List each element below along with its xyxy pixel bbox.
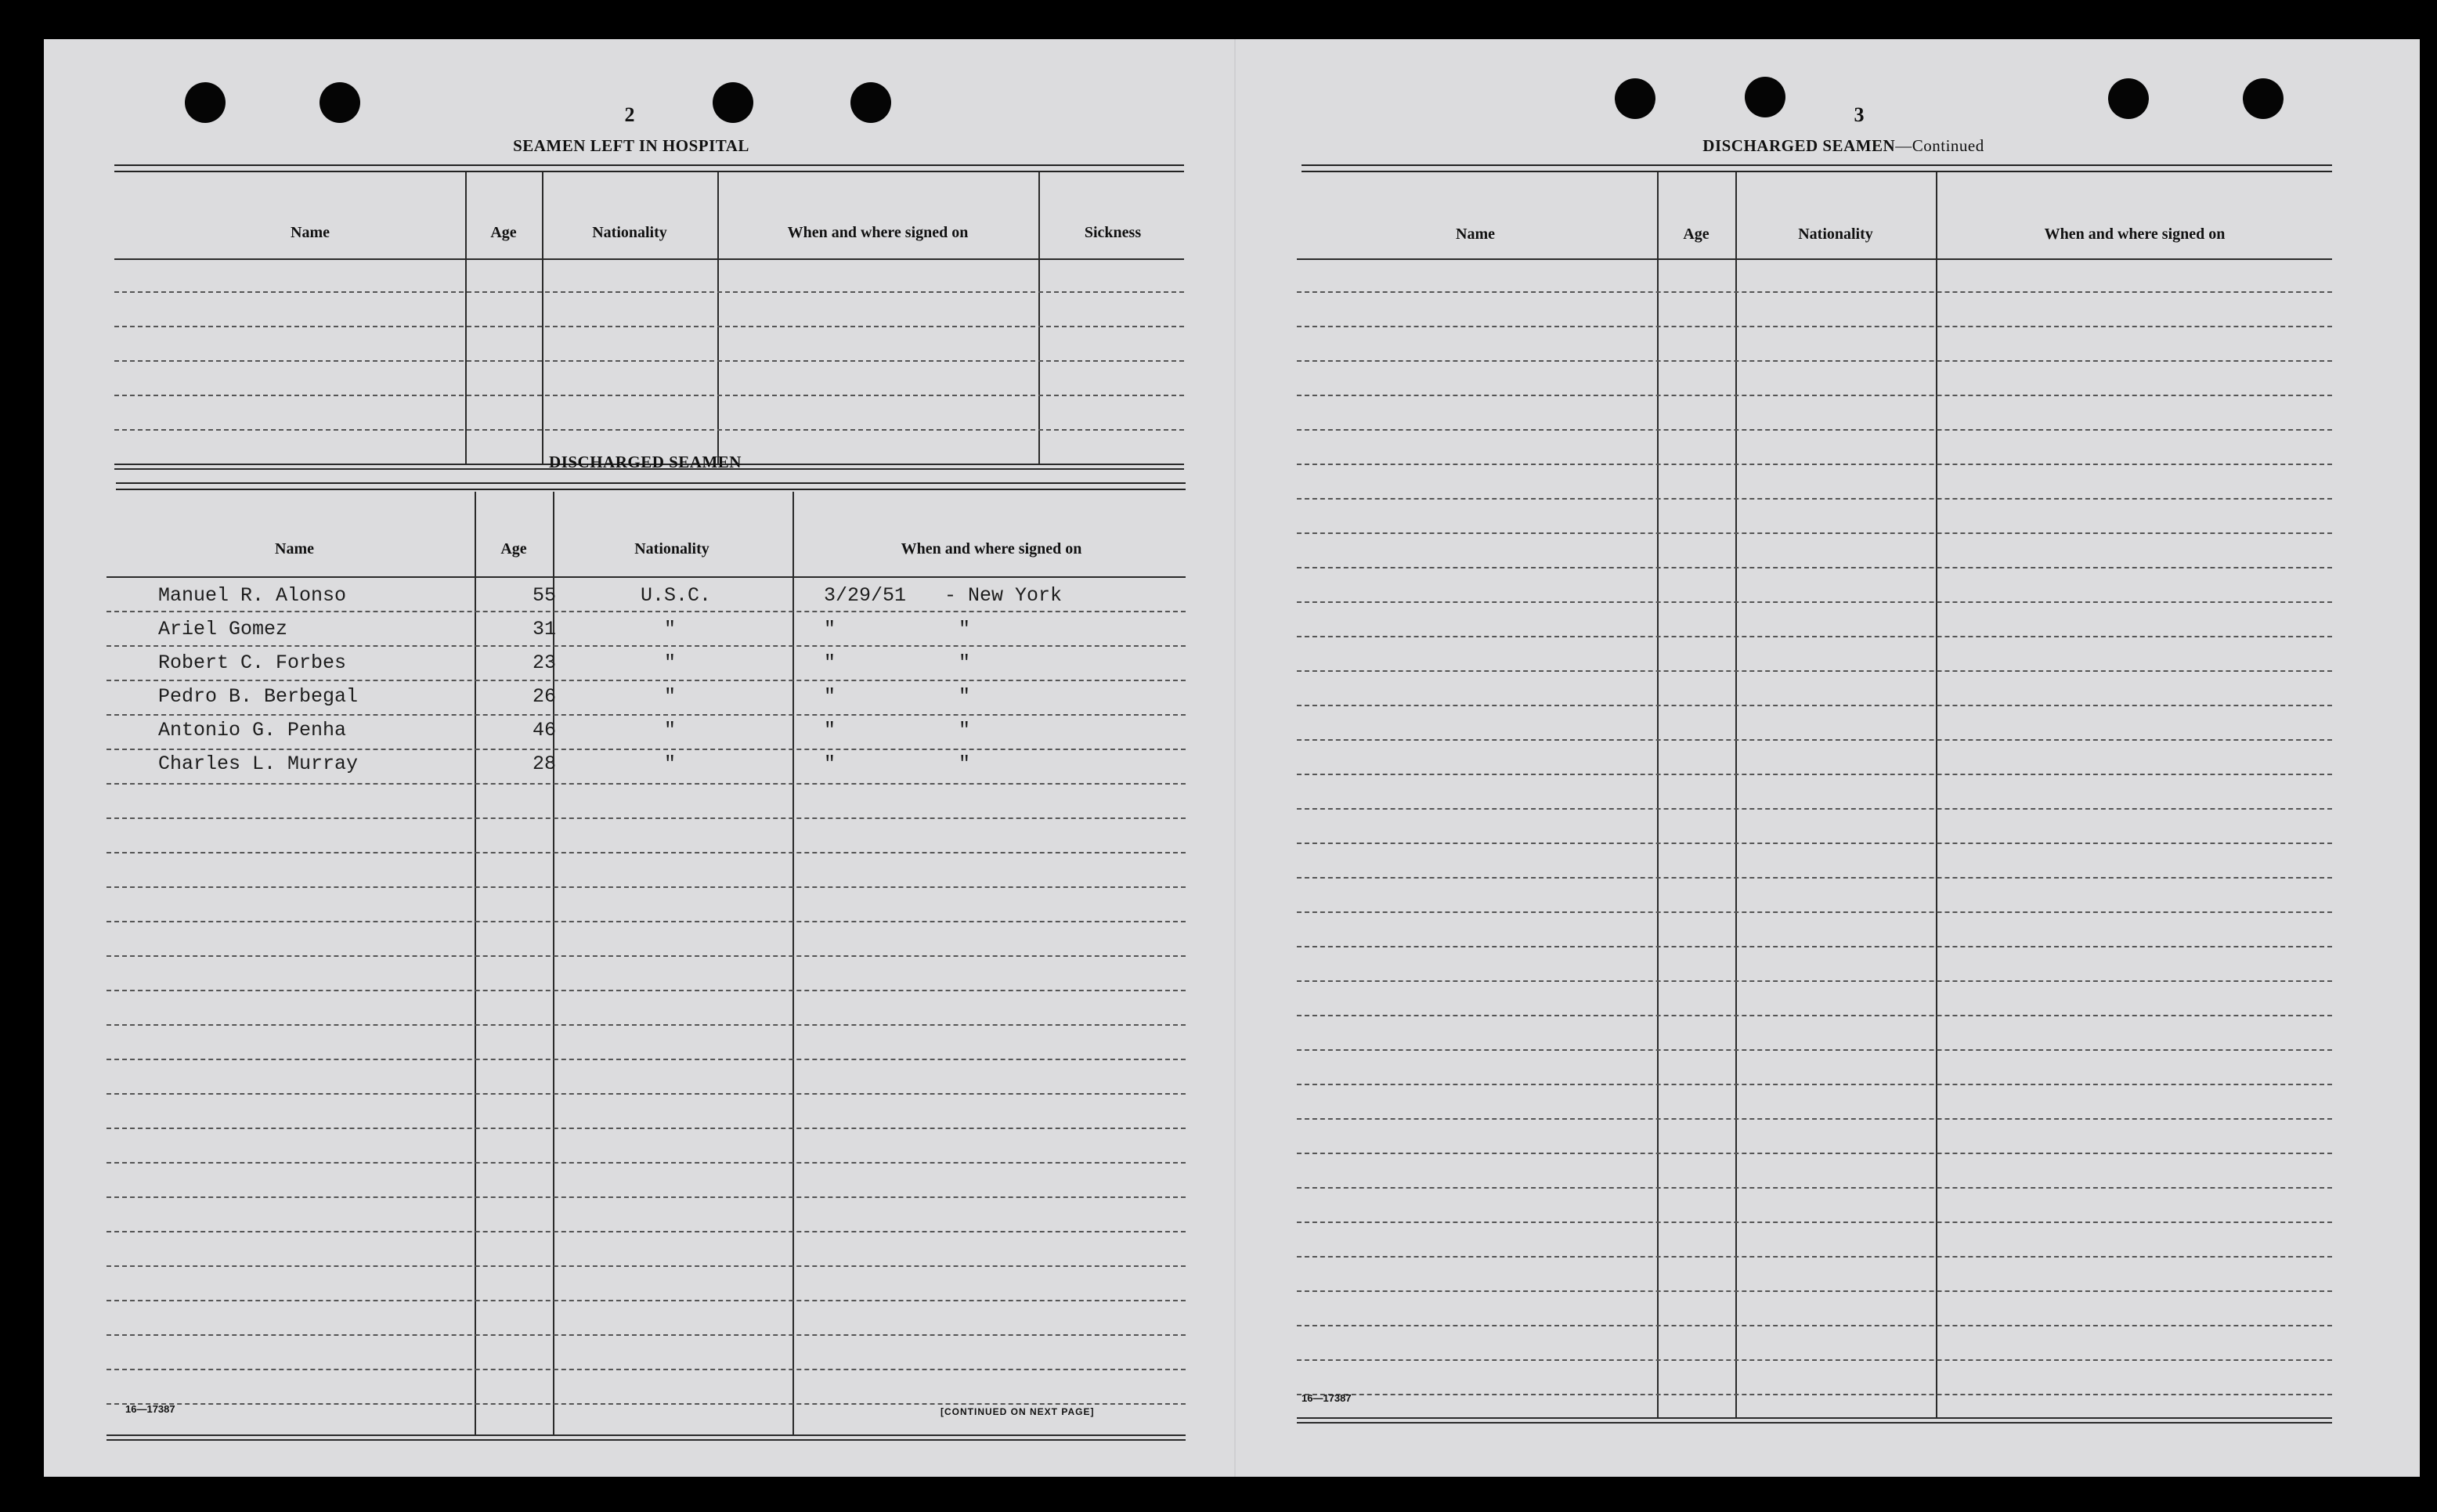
- seaman-age: 31: [533, 618, 557, 641]
- discharged-table: [107, 492, 1186, 1408]
- row-rule: [107, 817, 1186, 819]
- row-rule: [1297, 291, 2332, 293]
- row-rule: [107, 1024, 1186, 1026]
- row-rule: [1297, 774, 2332, 775]
- row-rule: [107, 1369, 1186, 1370]
- row-rule: [1297, 1153, 2332, 1154]
- column-header: Nationality: [634, 540, 709, 558]
- row-rule: [1297, 980, 2332, 982]
- row-rule: [1297, 636, 2332, 637]
- seaman-name: Antonio G. Penha: [158, 719, 347, 742]
- row-rule: [107, 1093, 1186, 1095]
- row-rule: [1297, 498, 2332, 500]
- row-rule: [1297, 1222, 2332, 1223]
- seaman-age: 55: [533, 584, 557, 607]
- column-header: Nationality: [592, 224, 667, 241]
- row-rule: [107, 1231, 1186, 1232]
- row-rule: [1297, 1325, 2332, 1326]
- row-rule: [1297, 705, 2332, 706]
- column-header: Age: [500, 540, 527, 558]
- discharged-continued-table: [1297, 172, 2332, 1425]
- page-number: 2: [624, 103, 635, 126]
- row-rule: [1297, 429, 2332, 431]
- row-rule: [107, 1162, 1186, 1164]
- column-divider: [465, 172, 467, 464]
- punch-hole: [185, 82, 226, 123]
- continued-note: [CONTINUED ON NEXT PAGE]: [941, 1406, 1095, 1417]
- seaman-name: Pedro B. Berbegal: [158, 685, 359, 708]
- column-divider: [1657, 172, 1659, 1417]
- row-rule: [107, 990, 1186, 991]
- row-rule: [107, 852, 1186, 853]
- seaman-nationality: ": [664, 685, 677, 708]
- row-rule: [1297, 1290, 2332, 1292]
- column-header: Name: [1456, 226, 1495, 243]
- seaman-nationality: ": [664, 651, 677, 674]
- signed-on-place: ": [959, 651, 971, 674]
- form-code: 16—17387: [1302, 1392, 1352, 1404]
- row-rule: [1297, 843, 2332, 844]
- section-title-text: DISCHARGED SEAMEN: [1702, 136, 1896, 155]
- punch-hole: [1745, 77, 1785, 117]
- signed-on-place: New York: [968, 584, 1063, 607]
- column-divider: [1735, 172, 1737, 1417]
- row-rule: [107, 645, 1186, 647]
- row-rule: [107, 714, 1186, 716]
- row-rule: [107, 1128, 1186, 1129]
- column-divider: [1936, 172, 1937, 1417]
- row-rule: [1297, 1015, 2332, 1016]
- punch-hole: [2243, 78, 2284, 119]
- row-rule: [107, 680, 1186, 681]
- row-rule: [107, 886, 1186, 888]
- right-top-rule: [1302, 164, 2332, 172]
- column-header: Name: [291, 224, 330, 241]
- seaman-age: 46: [533, 719, 557, 742]
- signed-on-separator: -: [944, 584, 957, 607]
- signed-on-date: ": [824, 752, 836, 775]
- row-rule: [114, 326, 1184, 327]
- row-rule: [114, 395, 1184, 396]
- hospital-top-rule: [114, 164, 1184, 172]
- row-rule: [107, 955, 1186, 957]
- hospital-section-title: SEAMEN LEFT IN HOSPITAL: [513, 136, 749, 155]
- signed-on-date: ": [824, 685, 836, 708]
- discharged-continued-title: [1702, 136, 1984, 156]
- punch-hole: [850, 82, 891, 123]
- row-rule: [114, 360, 1184, 362]
- header-rule: [114, 258, 1184, 260]
- section-title-suffix: —Continued: [1895, 136, 1984, 155]
- hospital-table: [114, 172, 1184, 470]
- row-rule: [1297, 808, 2332, 810]
- row-rule: [1297, 739, 2332, 741]
- column-header: Age: [1683, 226, 1710, 243]
- signed-on-place: ": [959, 752, 971, 775]
- column-header: When and where signed on: [901, 540, 1082, 558]
- punch-hole: [1615, 78, 1655, 119]
- punch-hole: [713, 82, 753, 123]
- row-rule: [107, 1196, 1186, 1198]
- bottom-rule: [107, 1439, 1186, 1441]
- signed-on-place: ": [959, 685, 971, 708]
- row-rule: [107, 1334, 1186, 1336]
- page-number: 3: [1854, 103, 1865, 126]
- seaman-age: 28: [533, 752, 557, 775]
- punch-hole: [2108, 78, 2149, 119]
- column-header: When and where signed on: [2044, 226, 2226, 243]
- row-rule: [107, 611, 1186, 612]
- column-header: Nationality: [1798, 226, 1873, 243]
- signed-on-date: ": [824, 618, 836, 641]
- row-rule: [107, 783, 1186, 785]
- row-rule: [1297, 360, 2332, 362]
- row-rule: [114, 291, 1184, 293]
- row-rule: [107, 749, 1186, 750]
- row-rule: [1297, 1394, 2332, 1395]
- row-rule: [1297, 1256, 2332, 1258]
- seaman-name: Manuel R. Alonso: [158, 584, 347, 607]
- column-divider: [792, 492, 794, 1434]
- row-rule: [1297, 1049, 2332, 1051]
- row-rule: [1297, 1187, 2332, 1189]
- row-rule: [1297, 464, 2332, 465]
- row-rule: [1297, 532, 2332, 534]
- header-rule: [1297, 258, 2332, 260]
- discharged-section-title: DISCHARGED SEAMEN: [549, 453, 742, 471]
- row-rule: [1297, 567, 2332, 568]
- signed-on-date: ": [824, 651, 836, 674]
- row-rule: [1297, 326, 2332, 327]
- column-divider: [717, 172, 719, 464]
- column-header: Sickness: [1084, 224, 1142, 241]
- signed-on-place: ": [959, 618, 971, 641]
- seaman-name: Charles L. Murray: [158, 752, 359, 775]
- signed-on-date: ": [824, 719, 836, 742]
- row-rule: [1297, 601, 2332, 603]
- column-header: Age: [490, 224, 517, 241]
- column-divider: [475, 492, 476, 1434]
- row-rule: [107, 921, 1186, 922]
- seaman-nationality: ": [664, 752, 677, 775]
- seaman-name: Ariel Gomez: [158, 618, 288, 641]
- right-page: [1234, 39, 2420, 1477]
- seaman-nationality: ": [664, 719, 677, 742]
- left-page: [44, 39, 1234, 1477]
- row-rule: [1297, 911, 2332, 913]
- column-divider: [542, 172, 543, 464]
- form-code: 16—17387: [125, 1403, 175, 1415]
- signed-on-place: ": [959, 719, 971, 742]
- bottom-rule: [1297, 1422, 2332, 1424]
- seaman-age: 26: [533, 685, 557, 708]
- seaman-nationality: ": [664, 618, 677, 641]
- row-rule: [1297, 877, 2332, 879]
- seaman-name: Robert C. Forbes: [158, 651, 347, 674]
- column-header: When and where signed on: [787, 224, 969, 241]
- header-rule: [107, 576, 1186, 578]
- seaman-age: 23: [533, 651, 557, 674]
- row-rule: [107, 1059, 1186, 1060]
- row-rule: [1297, 1118, 2332, 1120]
- column-divider: [1038, 172, 1040, 464]
- row-rule: [1297, 395, 2332, 396]
- discharged-top-rule: [116, 482, 1186, 490]
- bottom-rule: [1297, 1417, 2332, 1419]
- punch-hole: [320, 82, 360, 123]
- row-rule: [1297, 1359, 2332, 1361]
- row-rule: [107, 1403, 1186, 1405]
- row-rule: [1297, 670, 2332, 672]
- seaman-nationality: U.S.C.: [641, 584, 712, 607]
- bottom-rule: [107, 1434, 1186, 1436]
- signed-on-date: 3/29/51: [824, 584, 907, 607]
- row-rule: [1297, 1084, 2332, 1085]
- row-rule: [107, 1265, 1186, 1267]
- column-header: Name: [275, 540, 314, 558]
- manifest-sheet: [44, 39, 2420, 1477]
- row-rule: [107, 1300, 1186, 1301]
- row-rule: [1297, 946, 2332, 947]
- row-rule: [114, 429, 1184, 431]
